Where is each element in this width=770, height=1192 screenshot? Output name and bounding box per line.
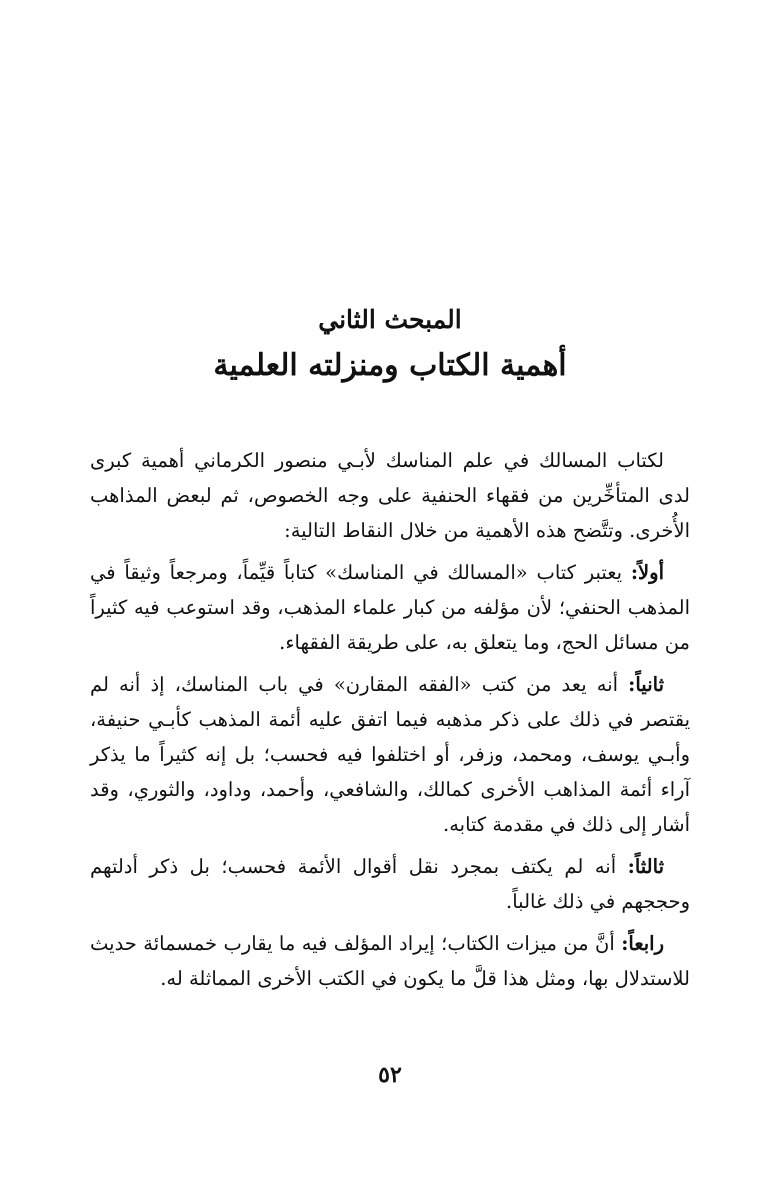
point-text: يعتبر كتاب «المسالك في المناسك» كتاباً قيِّماً، ومرجعاً وثيقاً في المذهب الحنفي؛ لأن مؤلفه من كبار علماء المذهب، وقد استوعب فيه كثيراً من مسائل الحج، وما يتعلق به، على طريقة الفقهاء. — [90, 561, 690, 654]
section-title: أهمية الكتاب ومنزلته العلمية — [213, 348, 567, 383]
point-label: ثالثاً: — [627, 855, 664, 878]
book-page — [90, 0, 690, 1192]
point-label: أولاً: — [630, 561, 665, 584]
point-label: ثانياً: — [628, 673, 664, 696]
point-label: رابعاً: — [621, 932, 664, 955]
body-text — [90, 443, 690, 1003]
point-third — [90, 849, 690, 919]
point-text: أنَّ من ميزات الكتاب؛ إيراد المؤلف فيه ما يقارب خمسمائة حديث للاستدلال بها، ومثل هذا قلَّ ما يكون في الكتب الأخرى المماثلة له. — [90, 932, 690, 990]
point-first — [90, 555, 690, 660]
point-fourth — [90, 926, 690, 996]
section-heading — [90, 300, 690, 390]
page-number: ٥٢ — [378, 1062, 402, 1088]
point-second — [90, 667, 690, 842]
point-text: أنه يعد من كتب «الفقه المقارن» في باب المناسك، إذ أنه لم يقتصر في ذلك على ذكر مذهبه فيما اتفق عليه أئمة المذهب كأبـي حنيفة، وأبـي يوسف، ومحمد، وزفر، أو اختلفوا فيه فحسب؛ بل إنه كثيراً ما يذكر آراء أئمة المذاهب الأخرى كمالك، والشافعي، وأحمد، وداود، والثوري، وقد أشار إلى ذلك في مقدمة كتابه. — [90, 673, 690, 836]
intro-paragraph: لكتاب المسالك في علم المناسك لأبـي منصور الكرماني أهمية كبرى لدى المتأخِّرين من فقهاء الحنفية على وجه الخصوص، ثم لبعض المذاهب الأُخرى. وتتَّضح هذه الأهمية من خلال النقاط التالية: — [90, 449, 690, 542]
point-text: أنه لم يكتف بمجرد نقل أقوال الأئمة فحسب؛ بل ذكر أدلتهم وحججهم في ذلك غالباً. — [90, 855, 690, 913]
section-label: المبحث الثاني — [318, 305, 462, 334]
